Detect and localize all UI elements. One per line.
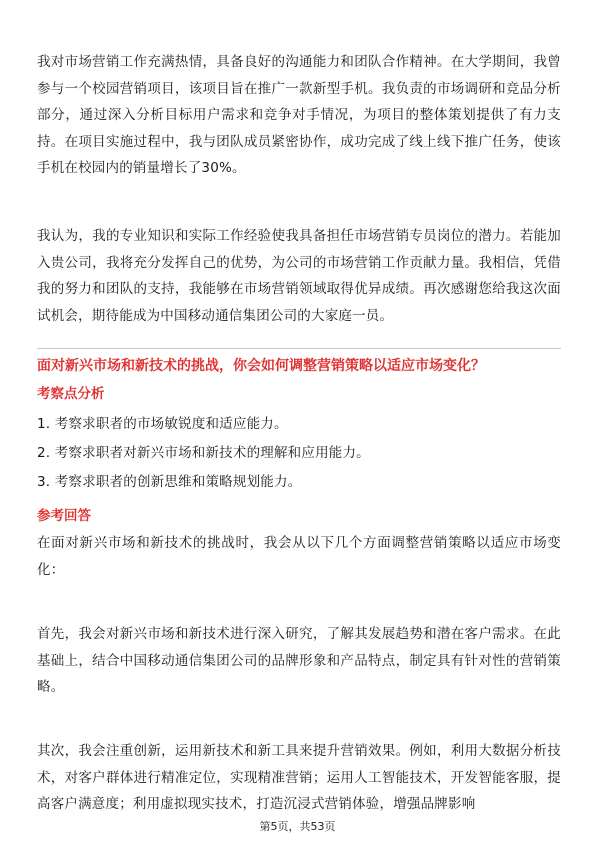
analysis-list — [37, 410, 561, 497]
section-divider — [37, 348, 561, 349]
body-paragraph-2: 我认为，我的专业知识和实际工作经验使我具备担任市场营销专员岗位的潜力。若能加入贵公司，我将充分发挥自己的优势，为公司的市场营销工作贡献力量。我相信，凭借我的努力和团队的支持，我能够在市场营销领域取得优异成绩。再次感谢您给我这次面试机会，期待能成为中国移动通信集团公司的大家庭一员。 — [37, 228, 561, 324]
body-paragraph-1: 我对市场营销工作充满热情，具备良好的沟通能力和团队合作精神。在大学期间，我曾参与一个校园营销项目，该项目旨在推广一款新型手机。我负责的市场调研和竞品分析部分，通过深入分析目标用户需求和竞争对手情况，为项目的整体策划提供了有力支持。在项目实施过程中，我与团队成员紧密协作，成功完成了线上线下推广任务，使该手机在校园内的销量增长了30%。 — [37, 54, 561, 176]
reference-answer-label: 参考回答 — [37, 508, 91, 524]
analysis-item: 3. 考察求职者的创新思维和策略规划能力。 — [37, 474, 302, 490]
reference-paragraph-1: 在面对新兴市场和新技术的挑战时，我会从以下几个方面调整营销策略以适应市场变化： — [37, 535, 561, 578]
page-number-footer: 第5页，共53页 — [259, 820, 336, 833]
interview-question-heading: 面对新兴市场和新技术的挑战，你会如何调整营销策略以适应市场变化？ — [37, 358, 485, 374]
reference-paragraph-3: 其次，我会注重创新，运用新技术和新工具来提升营销效果。例如，利用大数据分析技术，对客户群体进行精准定位，实现精准营销；运用人工智能技术，开发智能客服，提高客户满意度；利用虚拟现实技术，打造沉浸式营销体验，增强品牌影响 — [37, 743, 561, 812]
analysis-label: 考察点分析 — [37, 386, 105, 402]
analysis-item: 1. 考察求职者的市场敏锐度和适应能力。 — [37, 416, 288, 432]
analysis-item: 2. 考察求职者对新兴市场和新技术的理解和应用能力。 — [37, 445, 370, 461]
reference-paragraph-2: 首先，我会对新兴市场和新技术进行深入研究，了解其发展趋势和潜在客户需求。在此基础上，结合中国移动通信集团公司的品牌形象和产品特点，制定具有针对性的营销策略。 — [37, 626, 561, 695]
